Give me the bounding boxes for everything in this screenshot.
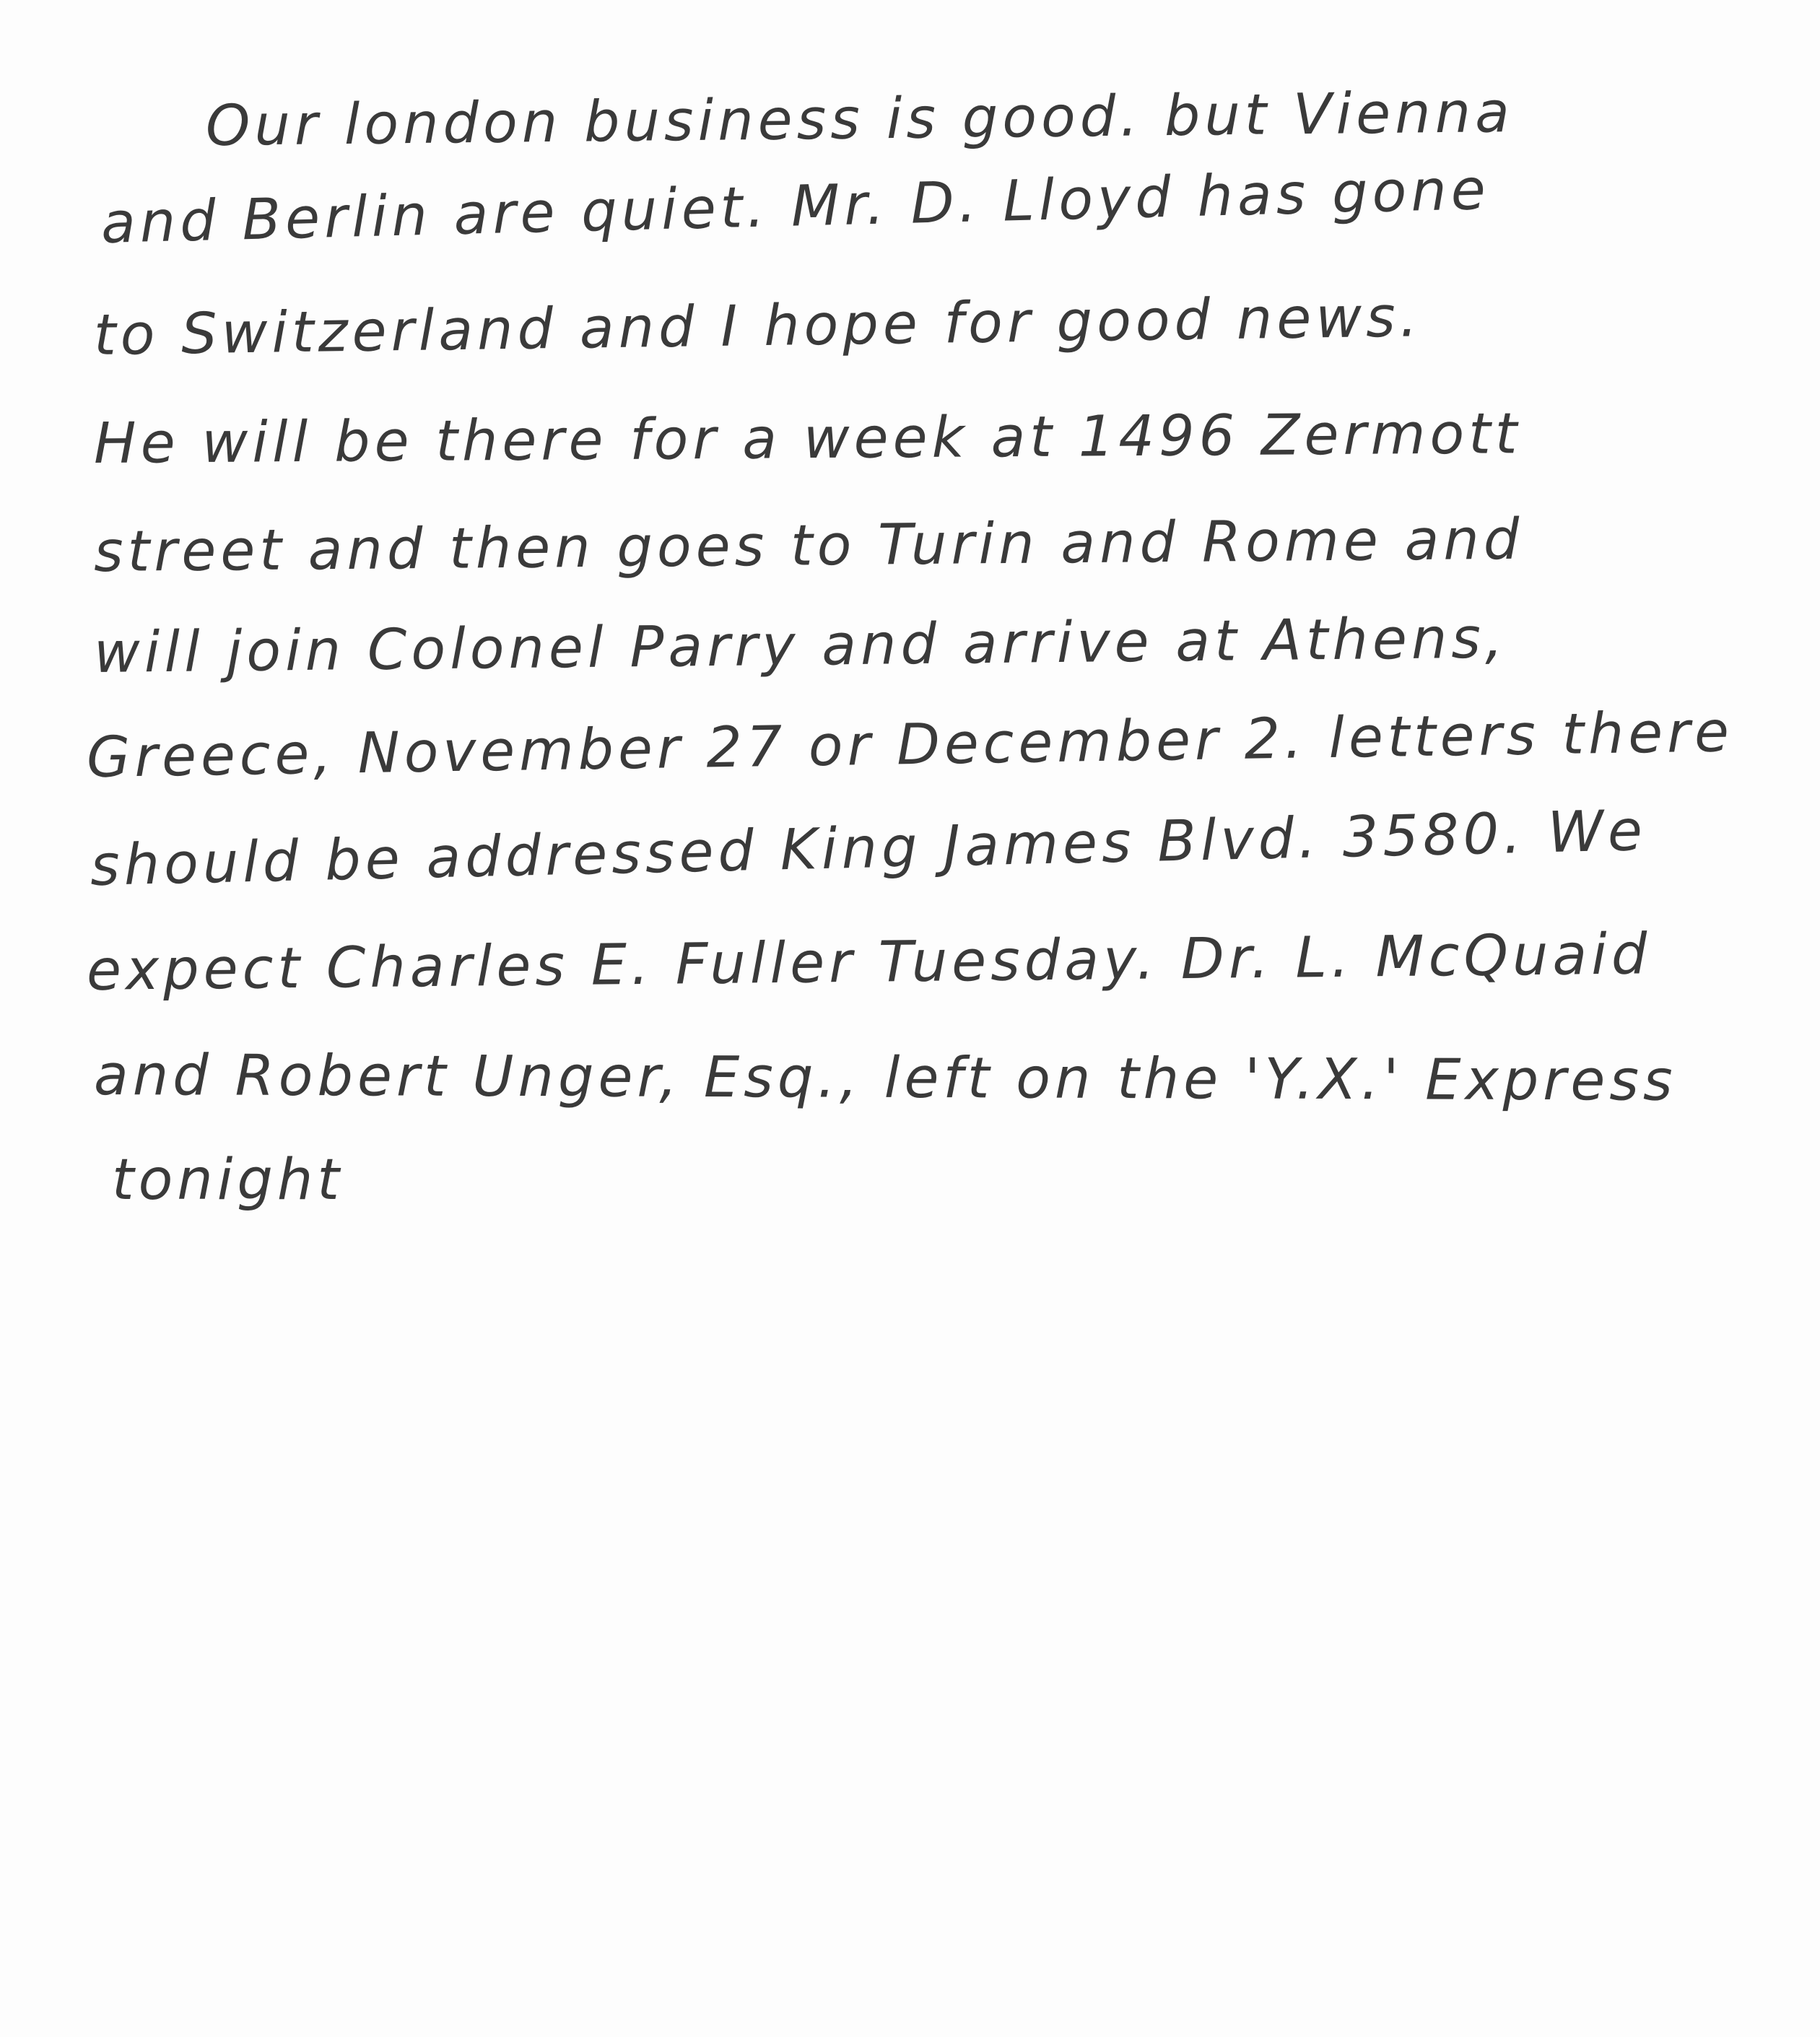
letter-line: expect Charles E. Fuller Tuesday. Dr. L. McQuaid [86,922,1652,1003]
letter-line: and Robert Unger, Esq., left on the 'Y.X.' Express [93,1043,1677,1114]
letter-line: street and then goes to Turin and Rome and [93,507,1524,585]
letter-line: Greece, November 27 or December 2. letters there [86,699,1734,790]
letter-line: and Berlin are quiet. Mr. D. Lloyd has gone [100,157,1491,256]
letter-line: will join Colonel Parry and arrive at Athens, [93,606,1508,686]
letter-line: tonight [112,1148,344,1213]
letter-line: should be addressed King James Blvd. 3580. We [89,798,1647,899]
letter-line: He will be there for a week at 1496 Zermott [93,401,1522,476]
letter-line: to Switzerland and I hope for good news. [93,284,1423,368]
letter-line: Our london business is good. but Vienna [205,80,1515,159]
